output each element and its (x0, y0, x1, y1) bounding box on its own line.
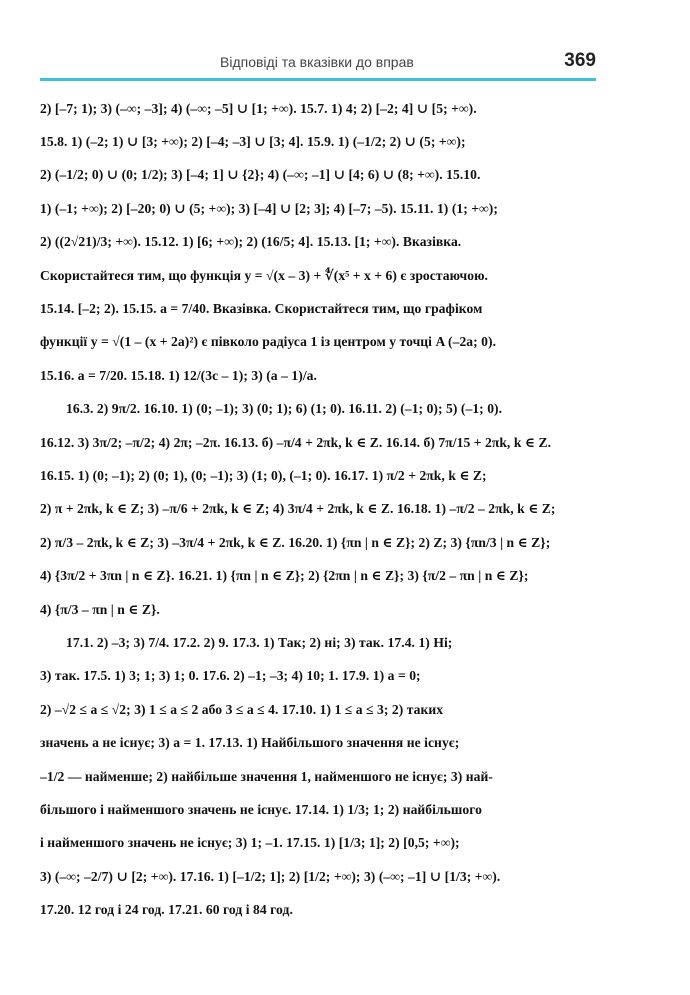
page-header (40, 52, 596, 78)
text-line: 2) π + 2πk, k ∈ Z; 3) –π/6 + 2πk, k ∈ Z; 4) 3π/4 + 2πk, k ∈ Z. 16.18. 1) –π/2 – 2πk, k ∈ Z; (40, 501, 556, 517)
paragraph-start-16: 16.3. 2) 9π/2. 16.10. 1) (0; –1); 3) (0; 1); 6) (1; 0). 16.11. 2) (–1; 0); 5) (–1; 0). (66, 401, 503, 417)
text-line: 3) так. 17.5. 1) 3; 1; 3) 1; 0. 17.6. 2) –1; –3; 4) 10; 1. 17.9. 1) a = 0; (40, 668, 421, 684)
text-line: значень a не існує; 3) a = 1. 17.13. 1) Найбільшого значення не існує; (40, 735, 460, 751)
text-line: 16.15. 1) (0; –1); 2) (0; 1), (0; –1); 3) (1; 0), (–1; 0). 16.17. 1) π/2 + 2πk, k ∈ Z; (40, 467, 487, 483)
text-line: 2) ((2√21)/3; +∞). 15.12. 1) [6; +∞); 2) (16/5; 4]. 15.13. [1; +∞). Вказівка. (40, 234, 462, 250)
page-number: 369 (564, 50, 596, 71)
text-line: 2) (–1/2; 0) ∪ (0; 1/2); 3) [–4; 1] ∪ {2}; 4) (–∞; –1] ∪ [4; 6) ∪ (8; +∞). 15.10. (40, 167, 481, 183)
text-line: 15.8. 1) (–2; 1) ∪ [3; +∞); 2) [–4; –3] ∪ [3; 4]. 15.9. 1) (–1/2; 2) ∪ (5; +∞); (40, 134, 466, 150)
text-line: 2) π/3 – 2πk, k ∈ Z; 3) –3π/4 + 2πk, k ∈ Z. 16.20. 1) {πn | n ∈ Z}; 2) Z; 3) {πn/3 | n ∈ Z}; (40, 534, 551, 550)
text-line: 15.16. a = 7/20. 15.18. 1) 12/(3c – 1); 3) (a – 1)/a. (40, 367, 317, 383)
paragraph-start-17: 17.1. 2) –3; 3) 7/4. 17.2. 2) 9. 17.3. 1) Так; 2) ні; 3) так. 17.4. 1) Ні; (66, 634, 453, 650)
text-line: 4) {π/3 – πn | n ∈ Z}. (40, 601, 160, 617)
text-line: 15.14. [–2; 2). 15.15. a = 7/40. Вказівка. Скористайтеся тим, що графіком (40, 301, 483, 317)
header-rule (40, 78, 596, 81)
text-line: –1/2 — найменше; 2) найбільше значення 1, найменшого не існує; 3) най- (40, 768, 493, 784)
text-line: 4) {3π/2 + 3πn | n ∈ Z}. 16.21. 1) {πn | n ∈ Z}; 2) {2πn | n ∈ Z}; 3) {π/2 – πn | n ∈ Z}; (40, 568, 529, 584)
text-line: 3) (–∞; –2/7) ∪ [2; +∞). 17.16. 1) [–1/2; 1]; 2) [1/2; +∞); 3) (–∞; –1] ∪ [1/3; +∞). (40, 868, 501, 884)
text-line: 1) (–1; +∞); 2) [–20; 0) ∪ (5; +∞); 3) [–4] ∪ [2; 3]; 4) [–7; –5). 15.11. 1) (1; +∞); (40, 200, 498, 216)
text-line: 2) –√2 ≤ a ≤ √2; 3) 1 ≤ a ≤ 2 або 3 ≤ a ≤ 4. 17.10. 1) 1 ≤ a ≤ 3; 2) таких (40, 701, 444, 717)
text-line: 16.12. 3) 3π/2; –π/2; 4) 2π; –2π. 16.13. б) –π/4 + 2πk, k ∈ Z. 16.14. б) 7π/15 + 2πk, k ∈ Z. (40, 434, 552, 450)
text-line: функції y = √(1 – (x + 2a)²) є півколо радіуса 1 із центром у точці A (–2a; 0). (40, 334, 497, 350)
answers-text (40, 92, 596, 927)
text-line: 2) [–7; 1); 3) (–∞; –3]; 4) (–∞; –5] ∪ [1; +∞). 15.7. 1) 4; 2) [–2; 4] ∪ [5; +∞). (40, 100, 477, 116)
running-head-title: Відповіді та вказівки до вправ (220, 54, 414, 70)
text-line: і найменшого значень не існує; 3) 1; –1. 17.15. 1) [1/3; 1]; 2) [0,5; +∞); (40, 835, 460, 851)
text-line: 17.20. 12 год і 24 год. 17.21. 60 год і 84 год. (40, 902, 293, 918)
text-line: Скористайтеся тим, що функція y = √(x – 3) + ∜(x⁵ + x + 6) є зростаючою. (40, 267, 488, 283)
text-line: більшого і найменшого значень не існує. 17.14. 1) 1/3; 1; 2) найбільшого (40, 801, 482, 817)
